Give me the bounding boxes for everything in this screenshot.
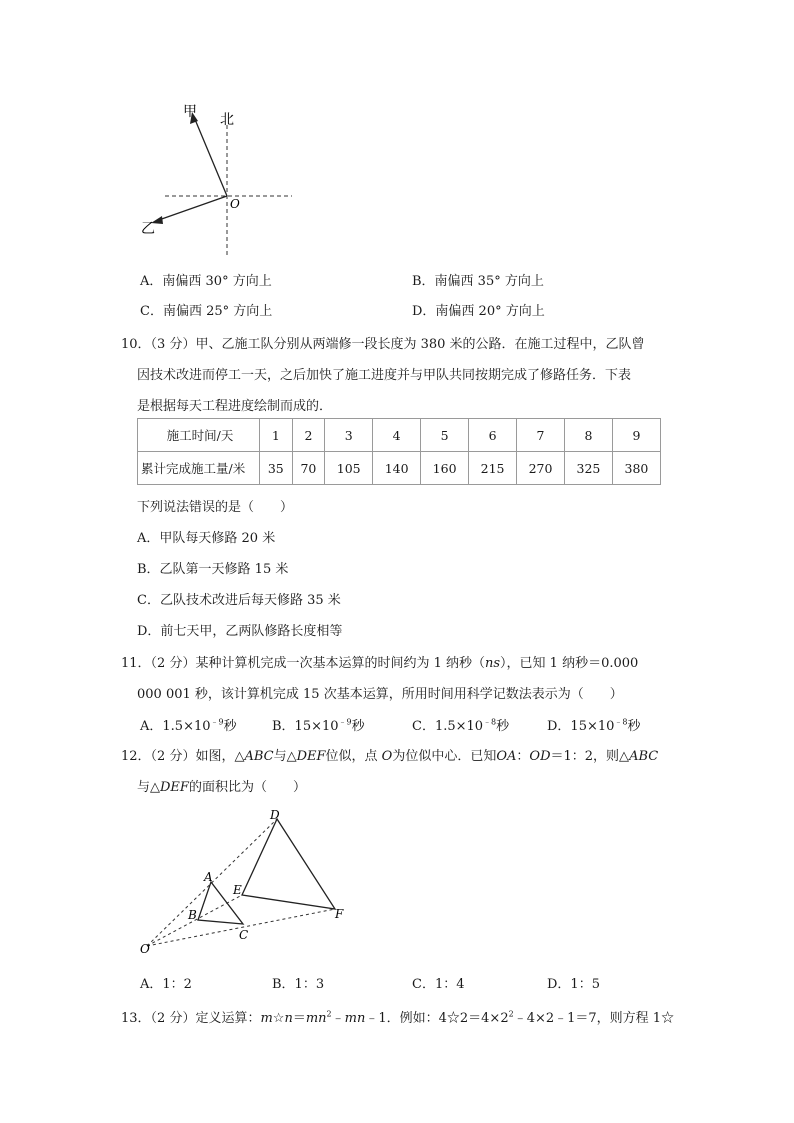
table-header-days: 施工时间/天 <box>138 419 260 452</box>
q10-text-line1: 10．（3 分）甲、乙施工队分别从两端修一段长度为 380 米的公路．在施工过程中，乙队曾 <box>121 337 645 352</box>
table-cell: 9 <box>612 419 660 452</box>
q10-text-line2: 因技术改进而停工一天，之后加快了施工进度并与甲队共同按期完成了修路任务．下表 <box>137 368 632 383</box>
table-row-days <box>138 419 661 452</box>
table-cell: 160 <box>421 452 469 485</box>
q11-option-c: C．$1.5\times 10^{﹣8}$秒 <box>412 717 510 734</box>
q12-option-a: A．1：2 <box>140 977 192 992</box>
q13-text-line1: 13．（2 分）定义运算：$m☆n=mn^2﹣mn﹣1$．例如：$4☆2=4\times 2^2﹣4\times 2﹣1=7$，则方程 1☆ <box>121 1009 675 1026</box>
label-o: O <box>140 942 150 956</box>
q10-option-c: C．乙队技术改进后每天修路 35 米 <box>137 593 341 608</box>
homothety-figure <box>135 808 375 958</box>
label-f: F <box>335 907 344 921</box>
table-cell: 215 <box>469 452 517 485</box>
q9-option-a: A．南偏西 30° 方向上 <box>140 274 272 289</box>
q11-option-d: D．$15\times 10^{﹣8}$秒 <box>547 717 641 734</box>
q12-option-d: D．1：5 <box>547 977 600 992</box>
table-cell: 35 <box>260 452 293 485</box>
ray-jia <box>194 117 227 196</box>
q10-option-d: D．前七天甲，乙两队修路长度相等 <box>137 624 343 639</box>
q10-text-line3: 是根据每天工程进度绘制而成的． <box>137 399 333 414</box>
ray-yi <box>156 196 227 221</box>
q11-option-b: B．$15\times 10^{﹣9}$秒 <box>272 717 365 734</box>
q9-option-b: B．南偏西 35° 方向上 <box>412 274 544 289</box>
q12-option-b: B．1：3 <box>272 977 325 992</box>
q10-option-b: B．乙队第一天修路 15 米 <box>137 562 289 577</box>
unit-ns: ns <box>484 656 501 671</box>
table-cell: 7 <box>517 419 565 452</box>
q11-text-line1: 11．（2 分）某种计算机完成一次基本运算的时间约为 1 纳秒（ns），已知 1 纳秒＝0.000 <box>121 656 639 671</box>
q10-question: 下列说法错误的是（ ） <box>137 500 294 515</box>
q12-text-line2: 与△DEF的面积比为（ ） <box>137 780 306 795</box>
table-cell: 70 <box>292 452 325 485</box>
label-origin: O <box>230 197 240 211</box>
label-a: A <box>204 870 213 884</box>
q12-text-line1: 12．（2 分）如图，△ABC与△DEF位似，点 O为位似中心．已知OA：OD＝1：2，则△ABC <box>121 749 659 764</box>
table-cell: 6 <box>469 419 517 452</box>
table-cell: 105 <box>325 452 373 485</box>
q11-option-a: A．$1.5\times 10^{﹣9}$秒 <box>140 717 237 734</box>
table-row-cumulative <box>138 452 661 485</box>
table-cell: 140 <box>373 452 421 485</box>
label-north: 北 <box>220 112 234 128</box>
triangle-def <box>242 819 335 909</box>
q9-option-d: D．南偏西 20° 方向上 <box>412 304 545 319</box>
label-jia: 甲 <box>183 104 197 120</box>
table-cell: 1 <box>260 419 293 452</box>
table-cell: 380 <box>612 452 660 485</box>
table-header-cumulative: 累计完成施工量/米 <box>138 452 260 485</box>
table-cell: 8 <box>564 419 612 452</box>
label-yi: 乙 <box>141 221 155 237</box>
table-cell: 3 <box>325 419 373 452</box>
table-cell: 325 <box>564 452 612 485</box>
table-cell: 270 <box>517 452 565 485</box>
q9-option-c: C．南偏西 25° 方向上 <box>140 304 273 319</box>
compass-figure <box>130 95 330 265</box>
q10-option-a: A．甲队每天修路 20 米 <box>137 531 276 546</box>
table-cell: 4 <box>373 419 421 452</box>
table-cell: 5 <box>421 419 469 452</box>
table-cell: 2 <box>292 419 325 452</box>
label-d: D <box>270 808 280 822</box>
q11-text-line2: 000 001 秒，该计算机完成 15 次基本运算，所用时间用科学记数法表示为（ ） <box>137 687 623 702</box>
q12-option-c: C．1：4 <box>412 977 465 992</box>
construction-progress-table <box>137 418 661 485</box>
label-e: E <box>233 883 242 897</box>
label-b: B <box>188 908 197 922</box>
label-c: C <box>239 928 249 942</box>
